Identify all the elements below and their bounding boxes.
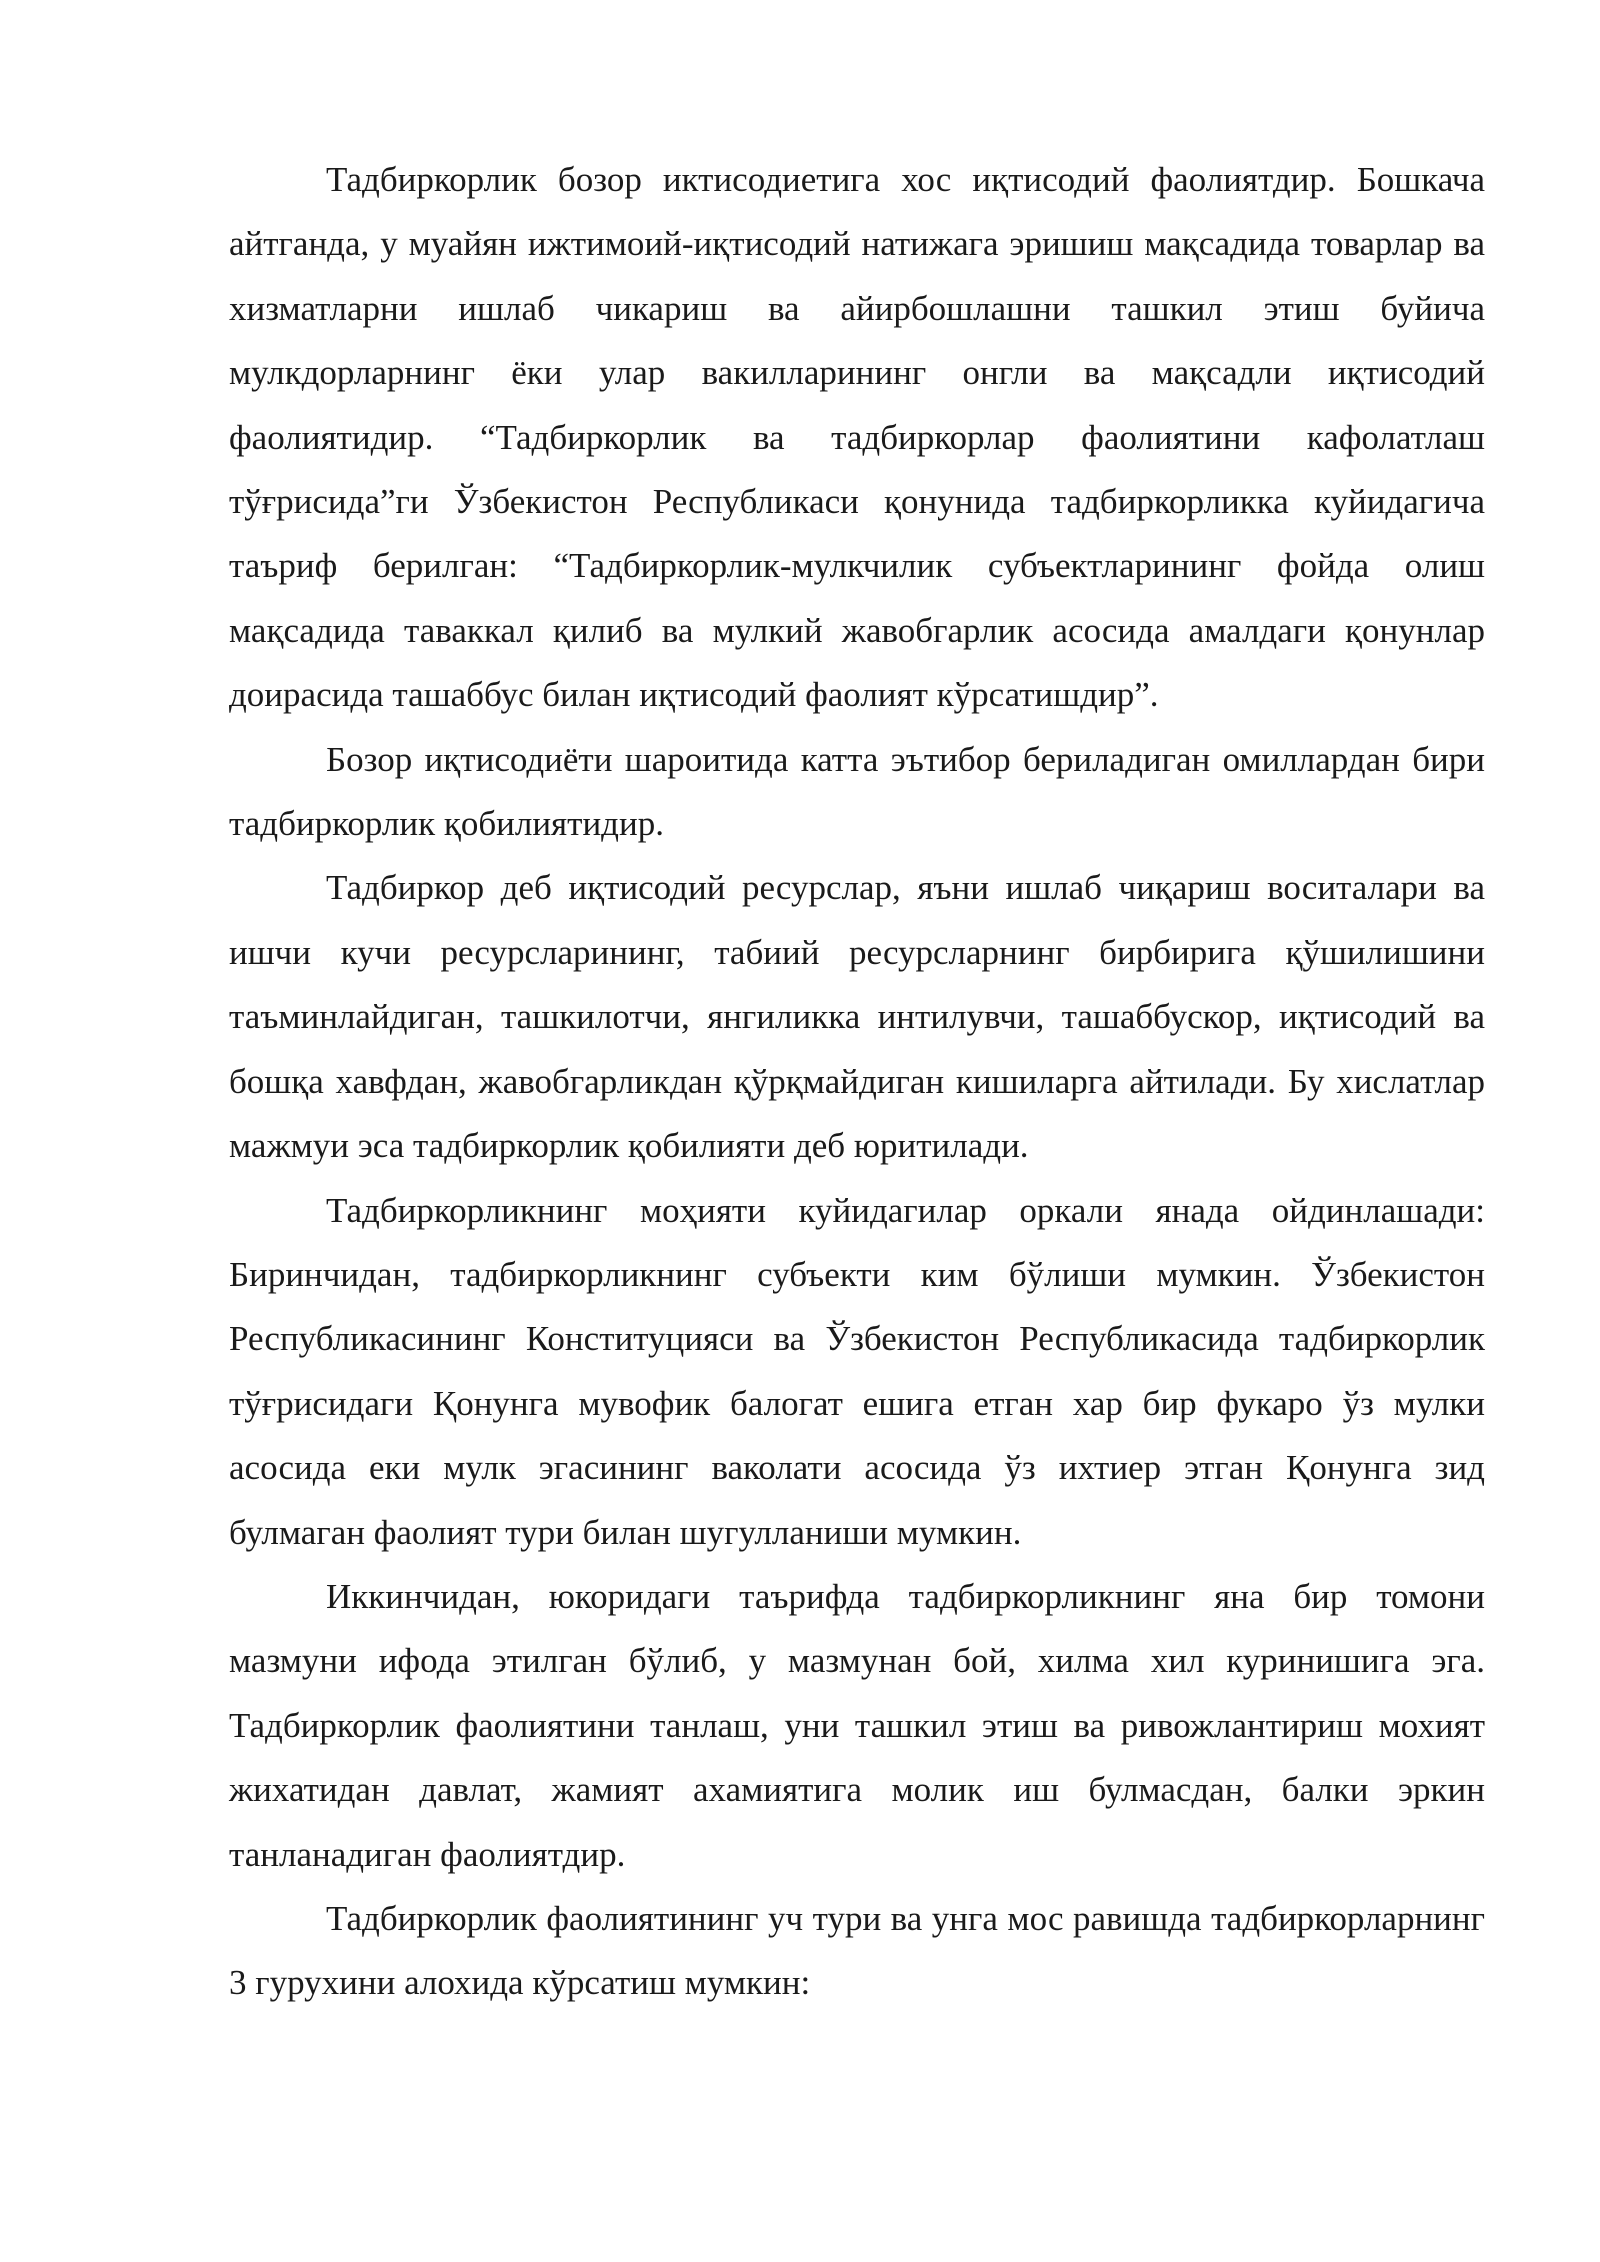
paragraph-4: Тадбиркорликнинг моҳияти куйидагилар оркали янада ойдинлашади: Биринчидан, тадбиркорликнинг субъекти ким бўлиши мумкин. Ўзбекистон Республикасининг Конституцияси ва Ўзбекистон Республикасида тадбиркорлик тўғрисидаги Қонунга мувофик балогат ешига етган хар бир фукаро ўз мулки асосида еки мулк эгасининг ваколати асосида ўз ихтиер этган Қонунга зид булмаган фаолият тури билан шугулланиши мумкин. [229,1190,1485,1552]
paragraph-5: Иккинчидан, юкоридаги таърифда тадбиркорликнинг яна бир томони мазмуни ифода этилган бўлиб, у мазмунан бой, хилма хил куринишига эга. Тадбиркорлик фаолиятини танлаш, уни ташкил этиш ва ривожлантириш мохият жихатидан давлат, жамият ахамиятига молик иш булмасдан, балки эркин танланадиган фаолиятдир. [229,1576,1485,1874]
document-body [229,148,1485,2016]
paragraph-3: Тадбиркор деб иқтисодий ресурслар, яъни ишлаб чиқариш воситалари ва ишчи кучи ресурсларининг, табиий ресурсларнинг бирбирига қўшилишини таъминлайдиган, ташкилотчи, янгиликка интилувчи, ташаббускор, иқтисодий ва бошқа хавфдан, жавобгарликдан қўрқмайдиган кишиларга айтилади. Бу хислатлар мажмуи эса тадбиркорлик қобилияти деб юритилади. [229,868,1485,1166]
paragraph-2: Бозор иқтисодиёти шароитида катта эътибор бериладиган омиллардан бири тадбиркорлик қобилиятидир. [229,739,1485,844]
paragraph-1: Тадбиркорлик бозор иктисодиетига хос иқтисодий фаолиятдир. Бошкача айтганда, у муайян ижтимоий-иқтисодий натижага эришиш мақсадида товарлар ва хизматларни ишлаб чикариш ва айирбошлашни ташкил этиш буйича мулкдорларнинг ёки улар вакилларининг онгли ва мақсадли иқтисодий фаолиятидир. “Тадбиркорлик ва тадбиркорлар фаолиятини кафолатлаш тўғрисида”ги Ўзбекистон Республикаси қонунида тадбиркорликка куйидагича таъриф берилган: “Тадбиркорлик-мулкчилик субъектларининг фойда олиш мақсадида таваккал қилиб ва мулкий жавобгарлик асосида амалдаги қонунлар доирасида ташаббус билан иқтисодий фаолият кўрсатишдир”. [229,160,1485,715]
paragraph-6: Тадбиркорлик фаолиятининг уч тури ва унга мос равишда тадбиркорларнинг 3 гурухини алохида кўрсатиш мумкин: [229,1898,1485,2003]
